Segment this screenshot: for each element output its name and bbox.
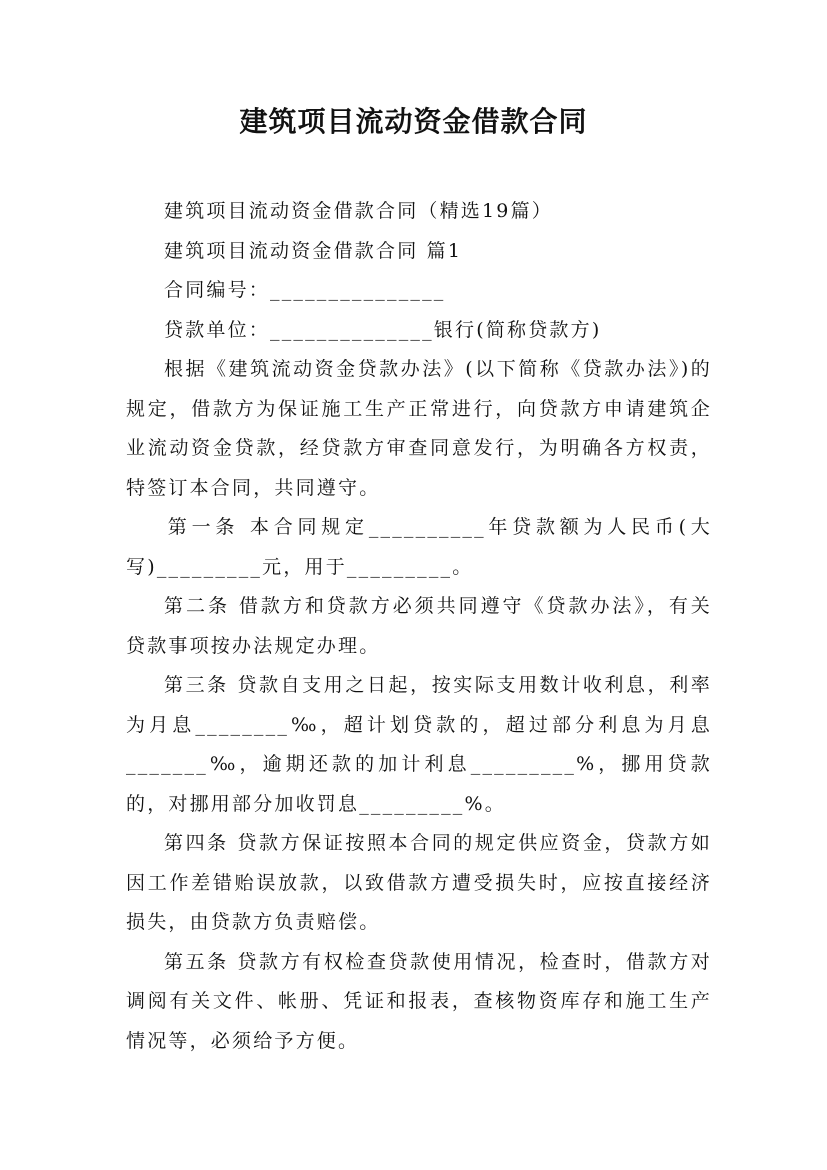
paragraph-article-5: 第五条 贷款方有权检查贷款使用情况，检查时，借款方对调阅有关文件、帐册、凭证和报表，查核物资库存和施工生产情况等，必须给予方便。 [126,950,712,1052]
document-title: 建筑项目流动资金借款合同 [239,105,588,138]
paragraph-article-1: 第一条 本合同规定__________年贷款额为人民币(大写)_________元，用于_________。 [126,516,712,578]
paragraph-article-4: 第四条 贷款方保证按照本合同的规定供应资金，贷款方如因工作差错贻误放款，以致借款方遭受损失时，应按直接经济损失，由贷款方负责赔偿。 [126,832,712,933]
paragraph-article-3: 第三条 贷款自支用之日起，按实际支用数计收利息，利率为月息________‰，超计划贷款的，超过部分利息为月息_______‰，逾期还款的加计利息_________%，挪用贷款的，对挪用部分加收罚息_________%。 [126,674,712,815]
paragraph-article-2: 第二条 借款方和贷款方必须共同遵守《贷款办法》，有关贷款事项按办法规定办理。 [126,595,712,657]
document-body [126,192,712,1061]
paragraph-lender: 贷款单位：______________银行(简称贷款方) [164,318,602,341]
paragraph-section-heading: 建筑项目流动资金借款合同 篇1 [164,239,463,262]
paragraph-contract-number: 合同编号：_______________ [164,279,446,301]
paragraph-subtitle: 建筑项目流动资金借款合同（精选19篇） [164,200,553,222]
paragraph-preamble: 根据《建筑流动资金贷款办法》(以下简称《贷款办法》)的规定，借款方为保证施工生产正常进行，向贷款方申请建筑企业流动资金贷款，经贷款方审查同意发行，为明确各方权责，特签订本合同，共同遵守。 [126,358,712,499]
